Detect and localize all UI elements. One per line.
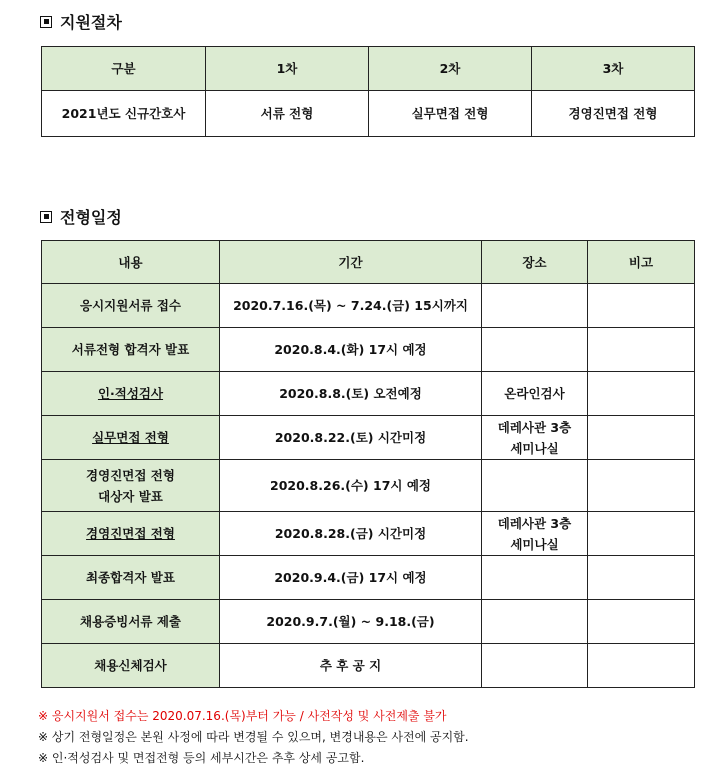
schedule-place	[482, 416, 588, 460]
schedule-period: 2020.7.16.(목) ~ 7.24.(금) 15시까지	[220, 284, 482, 328]
table-cell: 2021년도 신규간호사	[42, 91, 206, 137]
schedule-table	[41, 240, 695, 688]
place-line: 데레사관 3층	[497, 516, 572, 531]
schedule-label: 서류전형 합격자 발표	[42, 328, 220, 372]
section-title: 지원절차	[60, 13, 122, 32]
schedule-label: 채용신체검사	[42, 644, 220, 688]
schedule-label-text: 실무면접 전형	[92, 430, 169, 445]
label-line: 경영진면접 전형	[86, 467, 175, 483]
place-line: 데레사관 3층	[497, 420, 572, 435]
schedule-note	[588, 512, 695, 556]
schedule-note	[588, 284, 695, 328]
schedule-period: 2020.8.26.(수) 17시 예정	[220, 460, 482, 512]
column-header: 2차	[369, 47, 532, 91]
schedule-label: 채용증빙서류 제출	[42, 600, 220, 644]
schedule-period: 2020.9.7.(월) ~ 9.18.(금)	[220, 600, 482, 644]
place-line: 세미나실	[510, 537, 559, 552]
schedule-label-text: 인·적성검사	[97, 386, 164, 401]
label-line: 대상자 발표	[98, 488, 163, 504]
schedule-label: 최종합격자 발표	[42, 556, 220, 600]
table-row	[42, 512, 695, 556]
schedule-place	[482, 644, 588, 688]
square-bullet-icon	[40, 211, 52, 223]
section-title: 전형일정	[60, 208, 122, 227]
procedure-table	[41, 46, 695, 137]
schedule-note	[588, 372, 695, 416]
schedule-period: 2020.8.4.(화) 17시 예정	[220, 328, 482, 372]
schedule-label-text: 경영진면접 전형	[86, 526, 175, 541]
table-row	[42, 372, 695, 416]
schedule-label	[42, 512, 220, 556]
schedule-note	[588, 328, 695, 372]
place-line: 세미나실	[510, 441, 559, 456]
table-row	[42, 644, 695, 688]
note-line: ※ 인·적성검사 및 면접전형 등의 세부시간은 추후 상세 공고함.	[38, 751, 365, 765]
schedule-note	[588, 600, 695, 644]
schedule-place	[482, 460, 588, 512]
schedule-period: 2020.8.8.(토) 오전예정	[220, 372, 482, 416]
schedule-note	[588, 460, 695, 512]
column-header: 구분	[42, 47, 206, 91]
schedule-place	[482, 328, 588, 372]
schedule-note	[588, 416, 695, 460]
schedule-note	[588, 556, 695, 600]
column-header: 3차	[532, 47, 695, 91]
notes-block	[38, 706, 469, 769]
table-row	[42, 416, 695, 460]
column-header: 내용	[42, 241, 220, 284]
table-row	[42, 91, 695, 137]
table-cell: 경영진면접 전형	[532, 91, 695, 137]
schedule-place	[482, 600, 588, 644]
schedule-note	[588, 644, 695, 688]
table-row	[42, 284, 695, 328]
table-cell: 서류 전형	[206, 91, 369, 137]
table-row	[42, 328, 695, 372]
square-bullet-icon	[40, 16, 52, 28]
column-header: 장소	[482, 241, 588, 284]
table-row	[42, 600, 695, 644]
schedule-label	[42, 460, 220, 512]
schedule-period: 2020.8.22.(토) 시간미정	[220, 416, 482, 460]
schedule-place	[482, 284, 588, 328]
column-header: 비고	[588, 241, 695, 284]
schedule-period: 2020.9.4.(금) 17시 예정	[220, 556, 482, 600]
table-row	[42, 460, 695, 512]
schedule-label	[42, 372, 220, 416]
note-line: ※ 응시지원서 접수는 2020.07.16.(목)부터 가능 / 사전작성 및 사전제출 불가	[38, 709, 447, 723]
schedule-period: 2020.8.28.(금) 시간미정	[220, 512, 482, 556]
table-cell: 실무면접 전형	[369, 91, 532, 137]
schedule-place	[482, 556, 588, 600]
section-heading-procedure	[40, 10, 122, 33]
table-row	[42, 556, 695, 600]
table-header-row	[42, 47, 695, 91]
section-heading-schedule	[40, 205, 122, 228]
column-header: 기간	[220, 241, 482, 284]
schedule-place	[482, 512, 588, 556]
schedule-label	[42, 416, 220, 460]
schedule-label: 응시지원서류 접수	[42, 284, 220, 328]
table-header-row	[42, 241, 695, 284]
note-line: ※ 상기 전형일정은 본원 사정에 따라 변경될 수 있으며, 변경내용은 사전에 공지함.	[38, 730, 469, 744]
column-header: 1차	[206, 47, 369, 91]
schedule-period: 추 후 공 지	[220, 644, 482, 688]
schedule-place: 온라인검사	[482, 372, 588, 416]
